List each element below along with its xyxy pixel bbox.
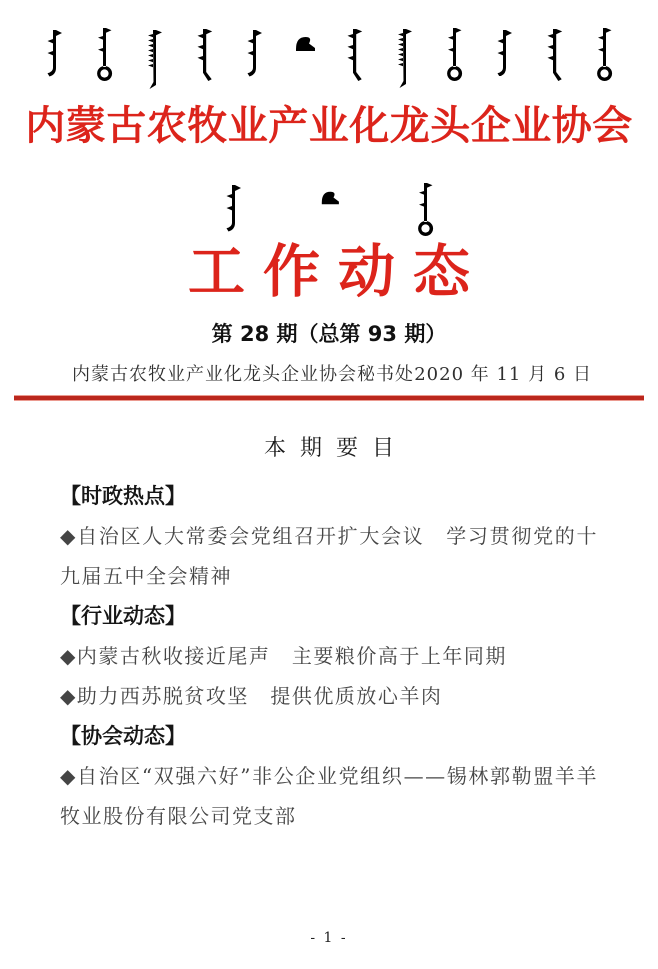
section-header-association: 【协会动态】 (60, 724, 186, 748)
toc-item: ◆助力西苏脱贫攻坚 提供优质放心羊肉 (60, 684, 443, 708)
mongolian-word-icon (393, 28, 415, 92)
mongolian-word-icon (593, 28, 615, 88)
mongolian-word-icon (443, 28, 465, 86)
table-of-contents (60, 434, 598, 836)
mongolian-word-icon (343, 28, 365, 88)
toc-item: ◆内蒙古秋收接近尾声 主要粮价高于上年同期 (60, 644, 507, 668)
publish-date: 2020 年 11 月 6 日 (414, 364, 592, 385)
bulletin-title: 工作动态 (188, 238, 488, 305)
issue-number: 第 28 期（总第 93 期） (211, 322, 447, 346)
publisher: 内蒙古农牧业产业化龙头企业协会秘书处 (72, 364, 414, 385)
mongolian-script-row-top (0, 28, 658, 94)
toc-item: ◆自治区人大常委会党组召开扩大会议 学习贯彻党的十九届五中全会精神 (60, 524, 598, 588)
mongolian-word-icon (93, 28, 115, 88)
mongolian-word-icon (543, 28, 565, 82)
mongolian-word-icon (143, 28, 165, 94)
mongolian-word-icon (43, 28, 65, 80)
mongolian-word-icon (243, 28, 265, 78)
mongolian-word-icon (293, 34, 315, 54)
masthead-divider-rule (14, 395, 644, 401)
mongolian-word-icon (193, 28, 215, 82)
org-title: 内蒙古农牧业产业化龙头企业协会 (25, 102, 633, 149)
section-header-politics: 【时政热点】 (60, 484, 186, 508)
mongolian-word-icon (318, 189, 340, 207)
byline (72, 360, 592, 386)
contents-heading: 本期要目 (263, 436, 408, 461)
page-number: - 1 - (310, 930, 348, 946)
mongolian-word-icon (493, 28, 515, 76)
section-header-industry: 【行业动态】 (60, 604, 186, 628)
toc-item: ◆自治区“双强六好”非公企业党组织——锡林郭勒盟羊羊牧业股份有限公司党支部 (60, 764, 598, 828)
